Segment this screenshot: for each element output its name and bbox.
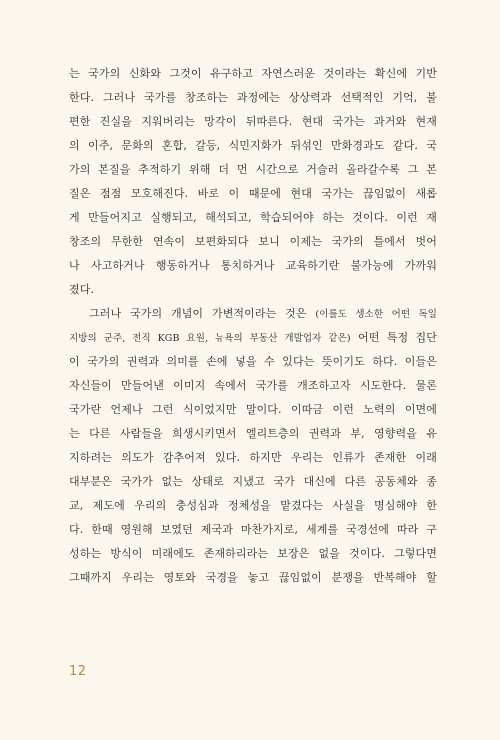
text-line: 나 사고하거나 행동하거나 통치하거나 교육하기란 불가능에 가까워 [69, 259, 437, 272]
text-line: 질은 점점 모호해진다. 바로 이 때문에 현대 국가는 끊임없이 새롭 [69, 187, 437, 200]
text-line: 교, 제도에 우리의 충성심과 정체성을 맡겼다는 사실을 명심해야 한 [69, 499, 437, 512]
text-run: 어떤 특정 집단 [350, 331, 437, 344]
text-line: 게 만들어지고 실행되고, 해석되고, 학습되어야 하는 것이다. 이런 재 [69, 211, 437, 224]
text-line: 대부분은 국가가 없는 상태로 지냈고 국가 대신에 다른 공동체와 종 [69, 475, 437, 488]
text-line: 는 다른 사람들을 희생시키면서 엘리트층의 권력과 부, 영향력을 유 [69, 427, 437, 440]
page-number: 12 [69, 664, 87, 679]
text-line: 졌다. [69, 283, 95, 296]
text-line: 그때까지 우리는 영토와 국경을 놓고 끊임없이 분쟁을 반복해야 할 [69, 571, 437, 584]
text-line: 편한 진실을 지워버리는 망각이 뒤따른다. 현대 국가는 과거와 현재 [69, 115, 437, 128]
text-line [69, 326, 437, 350]
text-line: 이 국가의 권력과 의미를 손에 넣을 수 있다는 뜻이기도 하다. 이들은 [69, 355, 437, 368]
text-line: 국가란 언제나 그런 식이었지만 말이다. 이따금 이런 노력의 이면에 [69, 403, 437, 416]
text-line: 의 이주, 문화의 혼합, 갈등, 식민지화가 뒤섞인 만화경과도 같다. 국 [69, 139, 437, 152]
parenthetical-text: 지방의 군주, 전직 KGB 요원, 뉴욕의 부동산 개발업자 같은) [69, 333, 351, 344]
parenthetical-text: (이를도 생소한 어떤 독일 [315, 309, 437, 320]
paragraph-first-line [69, 302, 437, 326]
text-line: 한다. 그러나 국가를 창조하는 과정에는 상상력과 선택적인 기억, 불 [69, 91, 437, 104]
text-line: 자신들이 만들어낸 이미지 속에서 국가를 개조하고자 시도한다. 물론 [69, 379, 437, 392]
text-line: 성하는 방식이 미래에도 존재하리라는 보장은 없을 것이다. 그렇다면 [69, 547, 437, 560]
text-line: 창조의 무한한 연속이 보편화되다 보니 이제는 국가의 틀에서 벗어 [69, 235, 437, 248]
text-line: 다. 한때 영원해 보였던 제국과 마찬가지로, 세계를 국경선에 따라 구 [69, 523, 437, 536]
text-line: 는 국가의 신화와 그것이 유구하고 자연스러운 것이라는 확신에 기반 [69, 67, 437, 80]
text-run: 그러나 국가의 개념이 가변적이라는 것은 [89, 307, 316, 320]
text-line: 가의 본질을 추적하기 위해 더 먼 시간으로 거슬러 올라갈수록 그 본 [69, 163, 437, 176]
text-line: 지하려는 의도가 감추어져 있다. 하지만 우리는 인류가 존재한 이래 [69, 451, 437, 464]
body-text [69, 62, 437, 590]
